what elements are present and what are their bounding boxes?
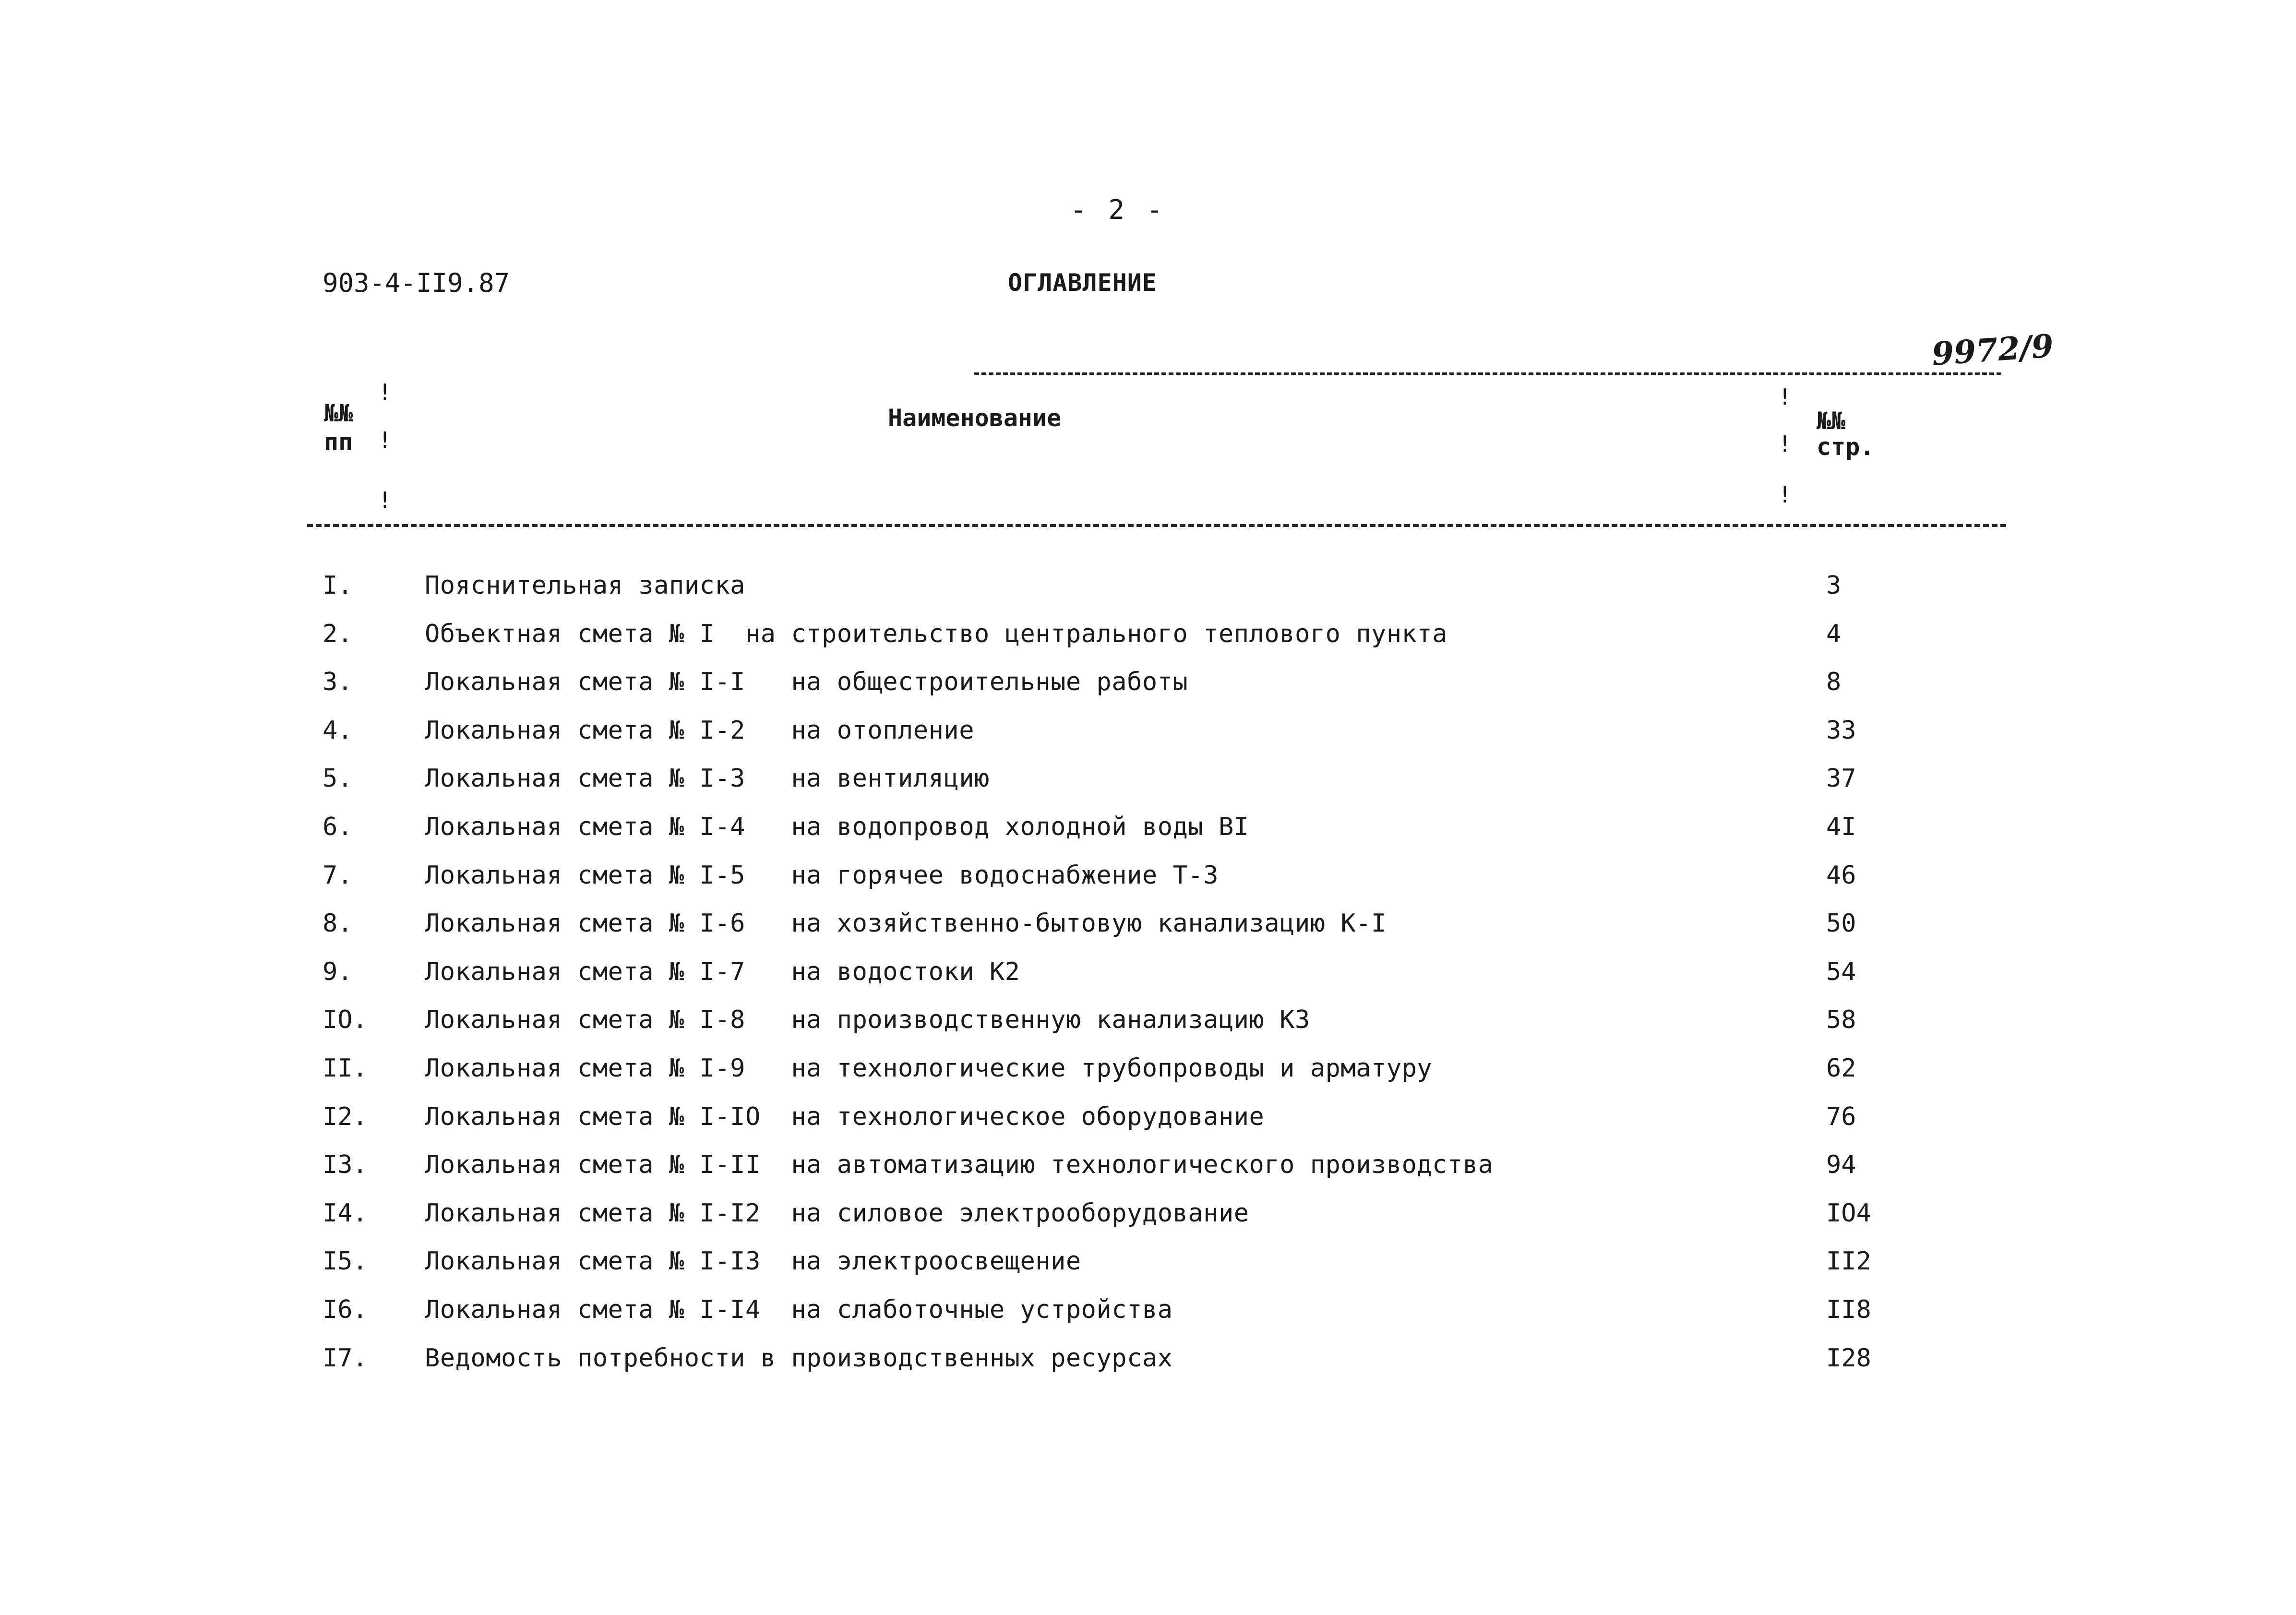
row-title: Локальная смета № I-6 на хозяйственно-бытовую канализацию К-I — [425, 909, 1387, 938]
document-title: ОГЛАВЛЕНИЕ — [1008, 269, 1158, 297]
row-number: 4. — [323, 716, 353, 745]
header-separator: ! — [1778, 431, 1792, 457]
row-page: 33 — [1826, 716, 1856, 745]
row-number: I. — [323, 571, 353, 600]
header-bottom-rule — [307, 524, 2006, 527]
row-title: Локальная смета № I-7 на водостоки К2 — [425, 957, 1020, 986]
row-title: Локальная смета № I-IO на технологическое оборудование — [425, 1102, 1265, 1131]
row-page: 8 — [1826, 668, 1842, 696]
row-page: II8 — [1826, 1295, 1871, 1324]
row-number: 8. — [323, 909, 353, 938]
header-num-line1: №№ — [324, 399, 353, 427]
row-title: Локальная смета № I-I4 на слаботочные устройства — [425, 1295, 1173, 1324]
row-number: 6. — [323, 813, 353, 841]
row-title: Локальная смета № I-8 на производственную канализацию К3 — [425, 1005, 1310, 1034]
header-separator: ! — [378, 379, 392, 405]
row-title: Локальная смета № I-5 на горячее водоснабжение Т-3 — [425, 861, 1219, 890]
handwritten-note: 9972/9 — [1930, 327, 2055, 373]
row-title: Локальная смета № I-I3 на электроосвещение — [425, 1247, 1081, 1276]
row-number: 5. — [323, 764, 353, 793]
document-code: 903-4-II9.87 — [323, 268, 510, 298]
row-title: Пояснительная записка — [425, 571, 745, 600]
row-page: 4 — [1826, 620, 1842, 648]
row-page: 76 — [1826, 1102, 1856, 1131]
row-title: Локальная смета № I-2 на отопление — [425, 716, 975, 745]
row-page: 58 — [1826, 1005, 1856, 1034]
row-title: Объектная смета № I на строительство центрального теплового пункта — [425, 620, 1448, 648]
row-page: IO4 — [1826, 1199, 1871, 1228]
row-page: 54 — [1826, 957, 1856, 986]
header-page-line2: стр. — [1817, 433, 1875, 461]
row-title: Локальная смета № I-3 на вентиляцию — [425, 764, 990, 793]
row-title: Ведомость потребности в производственных ресурсах — [425, 1344, 1173, 1373]
header-num-line2: пп — [324, 428, 353, 456]
row-page: 37 — [1826, 764, 1856, 793]
row-number: I5. — [323, 1247, 368, 1276]
row-title: Локальная смета № I-9 на технологические трубопроводы и арматуру — [425, 1054, 1433, 1083]
row-title: Локальная смета № I-I на общестроительные работы — [425, 668, 1188, 696]
row-number: I3. — [323, 1150, 368, 1179]
row-title: Локальная смета № I-II на автоматизацию технологического производства — [425, 1150, 1494, 1179]
row-title: Локальная смета № I-I2 на силовое электрооборудование — [425, 1199, 1249, 1228]
row-number: I7. — [323, 1344, 368, 1373]
header-name: Наименование — [888, 404, 1062, 432]
header-separator: ! — [378, 427, 392, 453]
row-number: I6. — [323, 1295, 368, 1324]
row-number: II. — [323, 1054, 368, 1083]
header-separator: ! — [1778, 482, 1792, 508]
row-page: 94 — [1826, 1150, 1856, 1179]
row-number: 9. — [323, 957, 353, 986]
header-top-rule — [974, 372, 2001, 375]
row-page: 46 — [1826, 861, 1856, 890]
header-page-line1: №№ — [1817, 407, 1846, 435]
header-separator: ! — [1778, 384, 1792, 410]
row-title: Локальная смета № I-4 на водопровод холодной воды BI — [425, 813, 1249, 841]
row-page: II2 — [1826, 1247, 1871, 1276]
row-page: 62 — [1826, 1054, 1856, 1083]
row-number: IO. — [323, 1005, 368, 1034]
row-number: 7. — [323, 861, 353, 890]
row-page: I28 — [1826, 1344, 1871, 1373]
row-page: 50 — [1826, 909, 1856, 938]
row-number: 3. — [323, 668, 353, 696]
row-number: I4. — [323, 1199, 368, 1228]
row-number: I2. — [323, 1102, 368, 1131]
header-separator: ! — [378, 487, 392, 513]
row-page: 3 — [1826, 571, 1842, 600]
page-number: - 2 - — [1070, 194, 1166, 226]
row-page: 4I — [1826, 813, 1856, 841]
row-number: 2. — [323, 620, 353, 648]
